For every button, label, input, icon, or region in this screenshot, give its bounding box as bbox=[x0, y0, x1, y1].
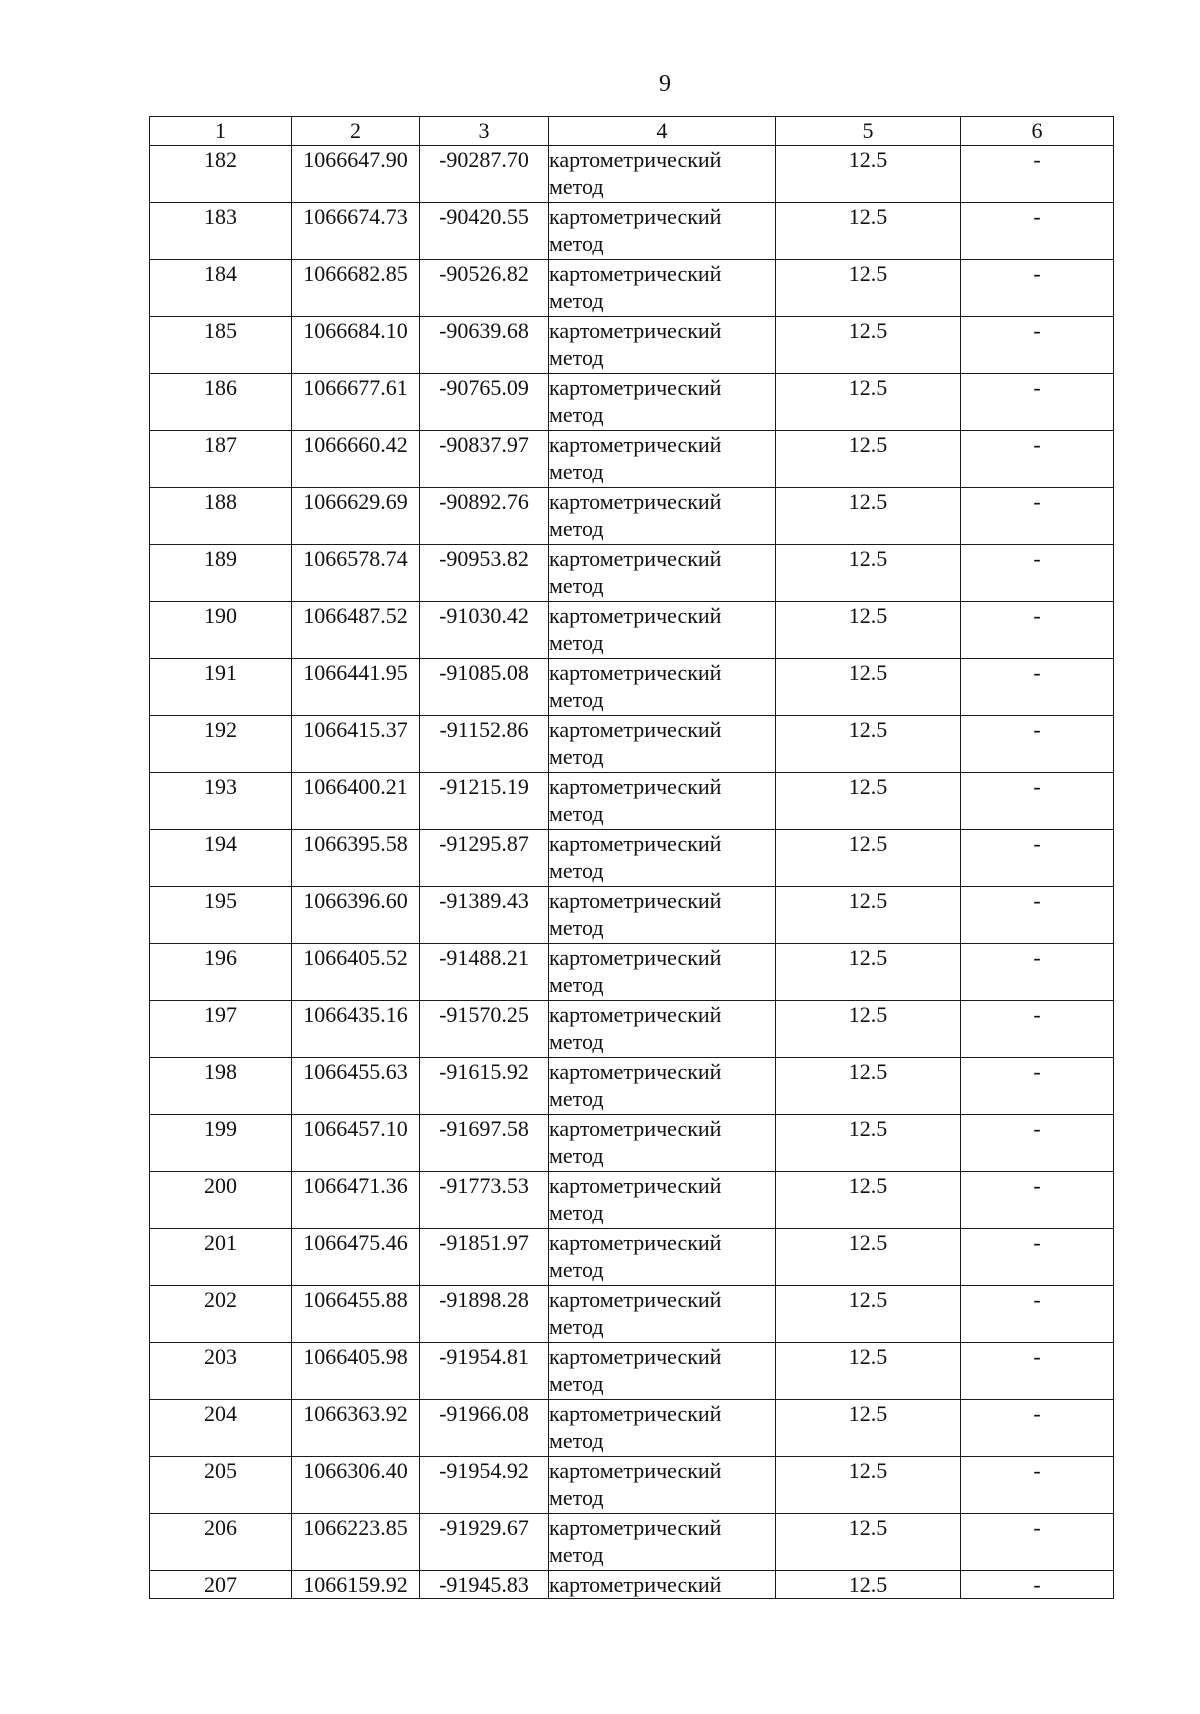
cell-accuracy: 12.5 bbox=[776, 317, 961, 374]
cell-x-coordinate: 1066629.69 bbox=[292, 488, 420, 545]
cell-accuracy: 12.5 bbox=[776, 1115, 961, 1172]
cell-method: картометрический метод bbox=[549, 602, 776, 659]
cell-accuracy: 12.5 bbox=[776, 1343, 961, 1400]
table-body bbox=[150, 146, 1114, 1599]
cell-accuracy: 12.5 bbox=[776, 602, 961, 659]
cell-point-number: 206 bbox=[150, 1514, 292, 1571]
cell-description: - bbox=[961, 1001, 1114, 1058]
header-row bbox=[150, 117, 1114, 146]
cell-description: - bbox=[961, 1457, 1114, 1514]
cell-description: - bbox=[961, 545, 1114, 602]
cell-point-number: 192 bbox=[150, 716, 292, 773]
cell-description: - bbox=[961, 659, 1114, 716]
column-header-4: 4 bbox=[549, 117, 776, 146]
table-row bbox=[150, 260, 1114, 317]
cell-point-number: 184 bbox=[150, 260, 292, 317]
cell-y-coordinate: -91898.28 bbox=[420, 1286, 549, 1343]
table-row bbox=[150, 887, 1114, 944]
cell-point-number: 196 bbox=[150, 944, 292, 1001]
cell-y-coordinate: -91773.53 bbox=[420, 1172, 549, 1229]
cell-x-coordinate: 1066677.61 bbox=[292, 374, 420, 431]
cell-x-coordinate: 1066306.40 bbox=[292, 1457, 420, 1514]
table-row bbox=[150, 659, 1114, 716]
cell-description: - bbox=[961, 146, 1114, 203]
cell-y-coordinate: -90953.82 bbox=[420, 545, 549, 602]
cell-y-coordinate: -91152.86 bbox=[420, 716, 549, 773]
cell-description: - bbox=[961, 260, 1114, 317]
cell-accuracy: 12.5 bbox=[776, 146, 961, 203]
cell-description: - bbox=[961, 944, 1114, 1001]
cell-point-number: 185 bbox=[150, 317, 292, 374]
column-header-1: 1 bbox=[150, 117, 292, 146]
cell-x-coordinate: 1066487.52 bbox=[292, 602, 420, 659]
cell-accuracy: 12.5 bbox=[776, 260, 961, 317]
cell-accuracy: 12.5 bbox=[776, 773, 961, 830]
cell-description: - bbox=[961, 488, 1114, 545]
cell-x-coordinate: 1066475.46 bbox=[292, 1229, 420, 1286]
cell-description: - bbox=[961, 1571, 1114, 1599]
cell-accuracy: 12.5 bbox=[776, 374, 961, 431]
cell-method: картометрический метод bbox=[549, 374, 776, 431]
table-row bbox=[150, 1514, 1114, 1571]
cell-description: - bbox=[961, 887, 1114, 944]
cell-accuracy: 12.5 bbox=[776, 488, 961, 545]
table-row bbox=[150, 1172, 1114, 1229]
cell-point-number: 200 bbox=[150, 1172, 292, 1229]
cell-point-number: 182 bbox=[150, 146, 292, 203]
cell-point-number: 194 bbox=[150, 830, 292, 887]
cell-method: картометрический метод bbox=[549, 488, 776, 545]
cell-accuracy: 12.5 bbox=[776, 1400, 961, 1457]
table-row bbox=[150, 1001, 1114, 1058]
cell-point-number: 186 bbox=[150, 374, 292, 431]
cell-y-coordinate: -90287.70 bbox=[420, 146, 549, 203]
table-row bbox=[150, 830, 1114, 887]
cell-description: - bbox=[961, 1229, 1114, 1286]
table-row bbox=[150, 146, 1114, 203]
cell-point-number: 191 bbox=[150, 659, 292, 716]
cell-x-coordinate: 1066455.63 bbox=[292, 1058, 420, 1115]
cell-accuracy: 12.5 bbox=[776, 1172, 961, 1229]
cell-method: картометрический метод bbox=[549, 659, 776, 716]
cell-accuracy: 12.5 bbox=[776, 1229, 961, 1286]
cell-method: картометрический метод bbox=[549, 1172, 776, 1229]
cell-accuracy: 12.5 bbox=[776, 716, 961, 773]
cell-x-coordinate: 1066405.98 bbox=[292, 1343, 420, 1400]
cell-point-number: 201 bbox=[150, 1229, 292, 1286]
table-row bbox=[150, 1457, 1114, 1514]
table-row bbox=[150, 488, 1114, 545]
cell-method: картометрический метод bbox=[549, 260, 776, 317]
cell-description: - bbox=[961, 317, 1114, 374]
table-row bbox=[150, 773, 1114, 830]
cell-y-coordinate: -90837.97 bbox=[420, 431, 549, 488]
cell-method: картометрический метод bbox=[549, 431, 776, 488]
cell-method: картометрический метод bbox=[549, 146, 776, 203]
cell-method: картометрический метод bbox=[549, 1286, 776, 1343]
cell-point-number: 190 bbox=[150, 602, 292, 659]
table-row bbox=[150, 1571, 1114, 1599]
cell-accuracy: 12.5 bbox=[776, 887, 961, 944]
coordinates-table bbox=[149, 116, 1114, 1599]
cell-x-coordinate: 1066400.21 bbox=[292, 773, 420, 830]
table-header bbox=[150, 117, 1114, 146]
cell-point-number: 205 bbox=[150, 1457, 292, 1514]
cell-method: картометрический метод bbox=[549, 773, 776, 830]
cell-method: картометрический метод bbox=[549, 203, 776, 260]
cell-accuracy: 12.5 bbox=[776, 545, 961, 602]
cell-x-coordinate: 1066674.73 bbox=[292, 203, 420, 260]
cell-y-coordinate: -91030.42 bbox=[420, 602, 549, 659]
cell-x-coordinate: 1066647.90 bbox=[292, 146, 420, 203]
table-row bbox=[150, 944, 1114, 1001]
cell-x-coordinate: 1066682.85 bbox=[292, 260, 420, 317]
cell-x-coordinate: 1066223.85 bbox=[292, 1514, 420, 1571]
cell-method: картометрический метод bbox=[549, 716, 776, 773]
cell-point-number: 188 bbox=[150, 488, 292, 545]
cell-accuracy: 12.5 bbox=[776, 830, 961, 887]
table-row bbox=[150, 317, 1114, 374]
page-number: 9 bbox=[659, 71, 671, 97]
cell-description: - bbox=[961, 1343, 1114, 1400]
cell-description: - bbox=[961, 1172, 1114, 1229]
table-row bbox=[150, 716, 1114, 773]
cell-accuracy: 12.5 bbox=[776, 1571, 961, 1599]
cell-x-coordinate: 1066578.74 bbox=[292, 545, 420, 602]
cell-y-coordinate: -91295.87 bbox=[420, 830, 549, 887]
cell-accuracy: 12.5 bbox=[776, 1001, 961, 1058]
cell-method: картометрический метод bbox=[549, 1457, 776, 1514]
column-header-2: 2 bbox=[292, 117, 420, 146]
cell-method: картометрический метод bbox=[549, 1229, 776, 1286]
column-header-5: 5 bbox=[776, 117, 961, 146]
cell-method: картометрический bbox=[549, 1571, 776, 1599]
cell-description: - bbox=[961, 1514, 1114, 1571]
cell-x-coordinate: 1066395.58 bbox=[292, 830, 420, 887]
cell-description: - bbox=[961, 602, 1114, 659]
cell-point-number: 207 bbox=[150, 1571, 292, 1599]
cell-point-number: 203 bbox=[150, 1343, 292, 1400]
cell-point-number: 187 bbox=[150, 431, 292, 488]
cell-method: картометрический метод bbox=[549, 944, 776, 1001]
cell-description: - bbox=[961, 773, 1114, 830]
cell-y-coordinate: -91215.19 bbox=[420, 773, 549, 830]
cell-accuracy: 12.5 bbox=[776, 1058, 961, 1115]
column-header-3: 3 bbox=[420, 117, 549, 146]
table-row bbox=[150, 1400, 1114, 1457]
cell-y-coordinate: -90892.76 bbox=[420, 488, 549, 545]
cell-x-coordinate: 1066405.52 bbox=[292, 944, 420, 1001]
cell-point-number: 183 bbox=[150, 203, 292, 260]
cell-description: - bbox=[961, 1286, 1114, 1343]
table-row bbox=[150, 602, 1114, 659]
cell-x-coordinate: 1066441.95 bbox=[292, 659, 420, 716]
cell-y-coordinate: -90420.55 bbox=[420, 203, 549, 260]
cell-point-number: 195 bbox=[150, 887, 292, 944]
cell-description: - bbox=[961, 1400, 1114, 1457]
table-row bbox=[150, 374, 1114, 431]
cell-x-coordinate: 1066396.60 bbox=[292, 887, 420, 944]
cell-method: картометрический метод bbox=[549, 830, 776, 887]
cell-y-coordinate: -91966.08 bbox=[420, 1400, 549, 1457]
cell-accuracy: 12.5 bbox=[776, 1286, 961, 1343]
cell-x-coordinate: 1066415.37 bbox=[292, 716, 420, 773]
table-row bbox=[150, 431, 1114, 488]
cell-y-coordinate: -91697.58 bbox=[420, 1115, 549, 1172]
cell-y-coordinate: -91570.25 bbox=[420, 1001, 549, 1058]
cell-description: - bbox=[961, 1115, 1114, 1172]
cell-method: картометрический метод bbox=[549, 1343, 776, 1400]
cell-y-coordinate: -90765.09 bbox=[420, 374, 549, 431]
cell-description: - bbox=[961, 374, 1114, 431]
cell-x-coordinate: 1066363.92 bbox=[292, 1400, 420, 1457]
cell-method: картометрический метод bbox=[549, 1001, 776, 1058]
cell-y-coordinate: -90639.68 bbox=[420, 317, 549, 374]
cell-x-coordinate: 1066471.36 bbox=[292, 1172, 420, 1229]
cell-x-coordinate: 1066684.10 bbox=[292, 317, 420, 374]
cell-accuracy: 12.5 bbox=[776, 431, 961, 488]
cell-method: картометрический метод bbox=[549, 887, 776, 944]
cell-y-coordinate: -91488.21 bbox=[420, 944, 549, 1001]
cell-accuracy: 12.5 bbox=[776, 659, 961, 716]
table-row bbox=[150, 545, 1114, 602]
cell-y-coordinate: -91085.08 bbox=[420, 659, 549, 716]
cell-x-coordinate: 1066455.88 bbox=[292, 1286, 420, 1343]
cell-method: картометрический метод bbox=[549, 1514, 776, 1571]
cell-point-number: 199 bbox=[150, 1115, 292, 1172]
cell-description: - bbox=[961, 203, 1114, 260]
cell-point-number: 197 bbox=[150, 1001, 292, 1058]
cell-method: картометрический метод bbox=[549, 1115, 776, 1172]
cell-x-coordinate: 1066435.16 bbox=[292, 1001, 420, 1058]
cell-point-number: 198 bbox=[150, 1058, 292, 1115]
cell-x-coordinate: 1066159.92 bbox=[292, 1571, 420, 1599]
cell-accuracy: 12.5 bbox=[776, 203, 961, 260]
cell-method: картометрический метод bbox=[549, 1400, 776, 1457]
table-row bbox=[150, 1343, 1114, 1400]
cell-description: - bbox=[961, 830, 1114, 887]
cell-accuracy: 12.5 bbox=[776, 1457, 961, 1514]
table-row bbox=[150, 1115, 1114, 1172]
cell-y-coordinate: -91954.81 bbox=[420, 1343, 549, 1400]
cell-description: - bbox=[961, 1058, 1114, 1115]
cell-point-number: 189 bbox=[150, 545, 292, 602]
cell-y-coordinate: -91954.92 bbox=[420, 1457, 549, 1514]
cell-point-number: 193 bbox=[150, 773, 292, 830]
cell-y-coordinate: -90526.82 bbox=[420, 260, 549, 317]
cell-method: картометрический метод bbox=[549, 1058, 776, 1115]
cell-point-number: 204 bbox=[150, 1400, 292, 1457]
cell-y-coordinate: -91615.92 bbox=[420, 1058, 549, 1115]
cell-method: картометрический метод bbox=[549, 317, 776, 374]
table-row bbox=[150, 1286, 1114, 1343]
cell-method: картометрический метод bbox=[549, 545, 776, 602]
table-row bbox=[150, 1058, 1114, 1115]
column-header-6: 6 bbox=[961, 117, 1114, 146]
cell-description: - bbox=[961, 431, 1114, 488]
cell-y-coordinate: -91851.97 bbox=[420, 1229, 549, 1286]
cell-x-coordinate: 1066457.10 bbox=[292, 1115, 420, 1172]
cell-y-coordinate: -91929.67 bbox=[420, 1514, 549, 1571]
table-row bbox=[150, 203, 1114, 260]
table-row bbox=[150, 1229, 1114, 1286]
cell-y-coordinate: -91945.83 bbox=[420, 1571, 549, 1599]
cell-accuracy: 12.5 bbox=[776, 944, 961, 1001]
cell-y-coordinate: -91389.43 bbox=[420, 887, 549, 944]
cell-point-number: 202 bbox=[150, 1286, 292, 1343]
cell-accuracy: 12.5 bbox=[776, 1514, 961, 1571]
cell-description: - bbox=[961, 716, 1114, 773]
cell-x-coordinate: 1066660.42 bbox=[292, 431, 420, 488]
